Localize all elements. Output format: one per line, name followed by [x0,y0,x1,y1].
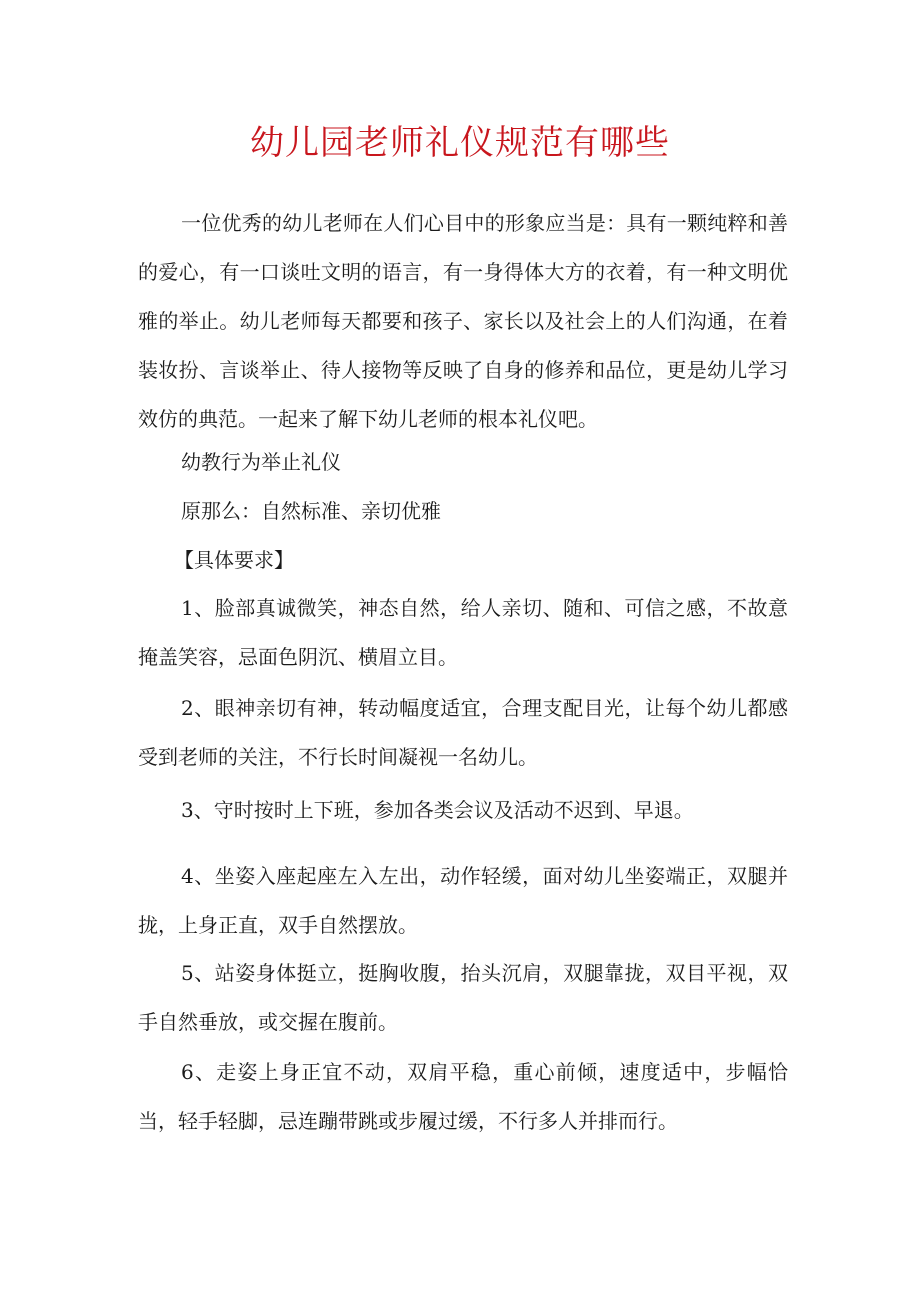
requirement-item-3: 3、守时按时上下班，参加各类会议及活动不迟到、早退。 [181,798,694,822]
requirement-item-6: 6、走姿上身正宜不动，双肩平稳，重心前倾，速度适中，步幅恰当，轻手轻脚，忌连蹦带跳或步履过缓，不行多人并排而行。 [138,1060,788,1133]
section-heading: 幼教行为举止礼仪 [181,450,341,474]
requirement-item-2: 2、眼神亲切有神，转动幅度适宜，合理支配目光，让每个幼儿都感受到老师的关注，不行长时间凝视一名幼儿。 [138,696,788,769]
requirement-item-5: 5、站姿身体挺立，挺胸收腹，抬头沉肩，双腿靠拢，双目平视，双手自然垂放，或交握在腹前。 [138,961,788,1034]
requirement-item-4: 4、坐姿入座起座左入左出，动作轻缓，面对幼儿坐姿端正，双腿并拢，上身正直，双手自然摆放。 [138,864,788,937]
principle-text: 原那么：自然标准、亲切优雅 [181,499,441,523]
requirements-heading: 【具体要求】 [174,548,294,572]
intro-paragraph: 一位优秀的幼儿老师在人们心目中的形象应当是：具有一颗纯粹和善的爱心，有一口谈吐文明的语言，有一身得体大方的衣着，有一种文明优雅的举止。幼儿老师每天都要和孩子、家长以及社会上的人们沟通，在着装妆扮、言谈举止、待人接物等反映了自身的修养和品位，更是幼儿学习效仿的典范。一起来了解下幼儿老师的根本礼仪吧。 [138,211,788,431]
document-title: 幼儿园老师礼仪规范有哪些 [250,123,670,163]
requirement-item-1: 1、脸部真诚微笑，神态自然，给人亲切、随和、可信之感，不故意掩盖笑容，忌面色阴沉、横眉立目。 [138,596,788,669]
